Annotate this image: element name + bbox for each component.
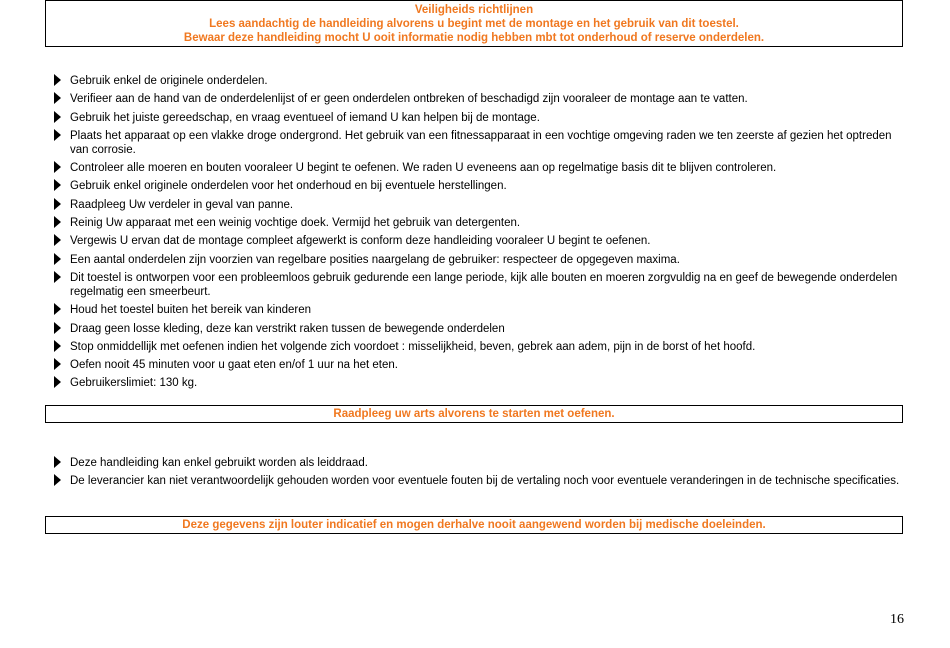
triangle-bullet-icon [54, 358, 61, 370]
triangle-bullet-icon [54, 253, 61, 265]
safety-item [53, 376, 903, 390]
note-item-text: De leverancier kan niet verantwoordelijk gehouden worden voor eventuele fouten bij de vertaling noch voor eventuele veranderingen in de technische specificaties. [70, 475, 900, 488]
safety-item [53, 92, 903, 106]
triangle-bullet-icon [54, 234, 61, 246]
safety-item [53, 111, 903, 125]
safety-item-text: Gebruik enkel originele onderdelen voor het onderhoud en bij eventuele herstellingen. [70, 180, 507, 193]
safety-header-box [45, 0, 903, 47]
safety-item [53, 340, 903, 354]
triangle-bullet-icon [54, 111, 61, 123]
note-item-text: Deze handleiding kan enkel gebruikt worden als leiddraad. [70, 457, 368, 469]
triangle-bullet-icon [54, 376, 61, 388]
safety-item-text: Verifieer aan de hand van de onderdelenlijst of er geen onderdelen ontbreken of beschadigd zijn vooraleer de montage aan te vatten. [70, 93, 748, 106]
header-line-2: Bewaar deze handleiding mocht U ooit informatie nodig hebben mbt tot onderhoud of reserve onderdelen. [183, 32, 765, 44]
note-item [53, 474, 903, 488]
triangle-bullet-icon [54, 161, 61, 173]
header-line-1: Lees aandachtig de handleiding alvorens u begint met de montage en het gebruik van dit toestel. [209, 18, 739, 30]
safety-item-text: Vergewis U ervan dat de montage compleet afgewerkt is conform deze handleiding vooraleer U begint te oefenen. [70, 235, 651, 248]
triangle-bullet-icon [54, 322, 61, 334]
disclaimer-box [45, 516, 903, 534]
safety-item [53, 234, 903, 248]
advice-text: Raadpleeg uw arts alvorens te starten met oefenen. [333, 408, 615, 420]
safety-item-text: Oefen nooit 45 minuten voor u gaat eten en/of 1 uur na het eten. [70, 359, 398, 372]
safety-item-text: Dit toestel is ontworpen voor een probleemloos gebruik gedurende een lange periode, kijk alle bouten en moeren zorgvuldig na en geef de bewegende onderdelen regelmatig een smeerbeurt. [70, 271, 898, 298]
triangle-bullet-icon [54, 340, 61, 352]
safety-item [53, 358, 903, 372]
header-title: Veiligheids richtlijnen [414, 4, 534, 16]
safety-item [53, 198, 903, 212]
advice-box [45, 405, 903, 423]
triangle-bullet-icon [54, 179, 61, 191]
safety-item-text: Draag geen losse kleding, deze kan verstrikt raken tussen de bewegende onderdelen [70, 322, 505, 335]
triangle-bullet-icon [54, 474, 61, 486]
safety-item [53, 322, 903, 336]
safety-item-text: Controleer alle moeren en bouten vooraleer U begint te oefenen. We raden U eveneens aan op regelmatige basis dit te blijven controleren. [70, 162, 777, 175]
triangle-bullet-icon [54, 456, 61, 468]
safety-item [53, 74, 903, 88]
safety-item [53, 216, 903, 230]
triangle-bullet-icon [54, 129, 61, 141]
safety-item-text: Gebruikerslimiet: 130 kg. [70, 377, 198, 390]
page-number: 16 [890, 612, 904, 627]
disclaimer-text: Deze gegevens zijn louter indicatief en mogen derhalve nooit aangewend worden bij medische doeleinden. [182, 519, 766, 531]
safety-item-text: Reinig Uw apparaat met een weinig vochtige doek. Vermijd het gebruik van detergenten. [70, 217, 521, 230]
safety-item [53, 129, 903, 157]
safety-list [53, 74, 903, 395]
safety-item [53, 179, 903, 193]
safety-item-text: Gebruik enkel de originele onderdelen. [70, 75, 268, 87]
safety-item-text: Raadpleeg Uw verdeler in geval van panne. [70, 198, 294, 211]
safety-item [53, 271, 903, 299]
triangle-bullet-icon [54, 271, 61, 283]
triangle-bullet-icon [54, 303, 61, 315]
safety-item-text: Stop onmiddellijk met oefenen indien het volgende zich voordoet : misselijkheid, beven, gebrek aan adem, pijn in de borst of het hoofd. [70, 340, 756, 353]
note-list [53, 456, 903, 493]
safety-item [53, 253, 903, 267]
triangle-bullet-icon [54, 92, 61, 104]
safety-item-text: Een aantal onderdelen zijn voorzien van regelbare posities naargelang de gebruiker: respecteer de opgegeven maxima. [70, 253, 680, 266]
safety-item-text: Houd het toestel buiten het bereik van kinderen [70, 304, 312, 317]
safety-item-text: Plaats het apparaat op een vlakke droge ondergrond. Het gebruik van een fitnessapparaat in een vochtige omgeving raden we ten zeerste af gezien het optreden van corrosie. [70, 129, 892, 156]
triangle-bullet-icon [54, 216, 61, 228]
triangle-bullet-icon [54, 74, 61, 86]
note-item [53, 456, 903, 470]
triangle-bullet-icon [54, 198, 61, 210]
safety-item-text: Gebruik het juiste gereedschap, en vraag eventueel of iemand U kan helpen bij de montage. [70, 111, 540, 124]
safety-item [53, 161, 903, 175]
safety-item [53, 303, 903, 317]
